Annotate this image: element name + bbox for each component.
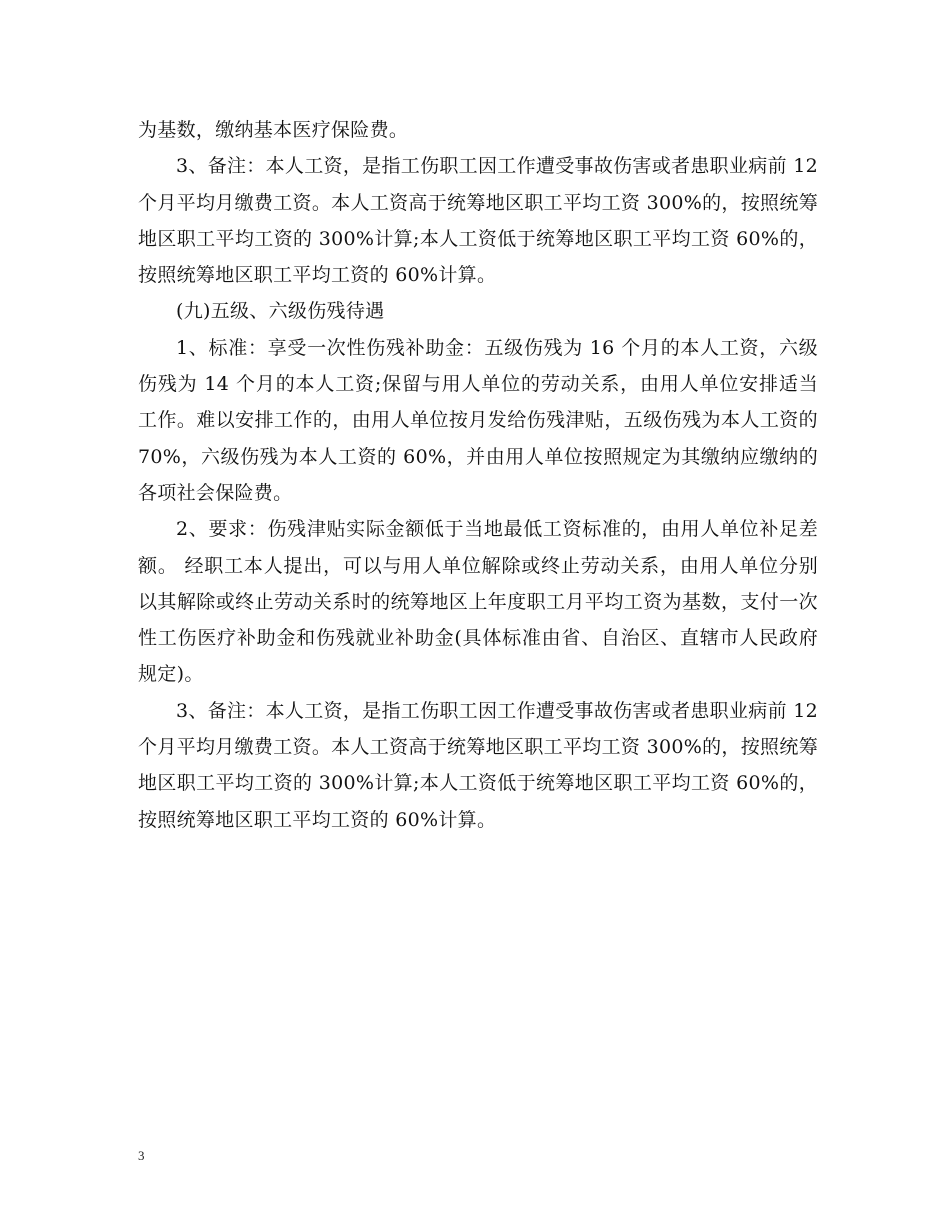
- paragraph-requirement: 2、要求：伤残津贴实际金额低于当地最低工资标准的，由用人单位补足差额。 经职工本人提出，可以与用人单位解除或终止劳动关系，由用人单位分别以其解除或终止劳动关系时的统筹地区上年度职工月平均工资为基数，支付一次性工伤医疗补助金和伤残就业补助金(具体标准由省、自治区、直辖市人民政府规定)。: [138, 518, 818, 686]
- paragraph-continuation: 为基数，缴纳基本医疗保险费。: [138, 119, 409, 141]
- paragraph-remark-1: 3、备注：本人工资，是指工伤职工因工作遭受事故伤害或者患职业病前 12 个月平均月缴费工资。本人工资高于统筹地区职工平均工资 300%的，按照统筹地区职工平均工资的 300%计算;本人工资低于统筹地区职工平均工资 60%的，按照统筹地区职工平均工资的 60%计算。: [138, 155, 818, 287]
- document-body: [138, 112, 818, 838]
- paragraph-standard: 1、标准：享受一次性伤残补助金：五级伤残为 16 个月的本人工资，六级伤残为 14 个月的本人工资;保留与用人单位的劳动关系，由用人单位安排适当工作。难以安排工作的，由用人单位按月发给伤残津贴，五级伤残为本人工资的 70%，六级伤残为本人工资的 60%，并由用人单位按照规定为其缴纳应缴纳的各项社会保险费。: [138, 336, 818, 504]
- paragraph-remark-2: 3、备注：本人工资，是指工伤职工因工作遭受事故伤害或者患职业病前 12 个月平均月缴费工资。本人工资高于统筹地区职工平均工资 300%的，按照统筹地区职工平均工资的 300%计算;本人工资低于统筹地区职工平均工资 60%的，按照统筹地区职工平均工资的 60%计算。: [138, 699, 818, 831]
- section-heading: (九)五级、六级伤残待遇: [176, 300, 385, 323]
- page-number: 3: [138, 1148, 145, 1163]
